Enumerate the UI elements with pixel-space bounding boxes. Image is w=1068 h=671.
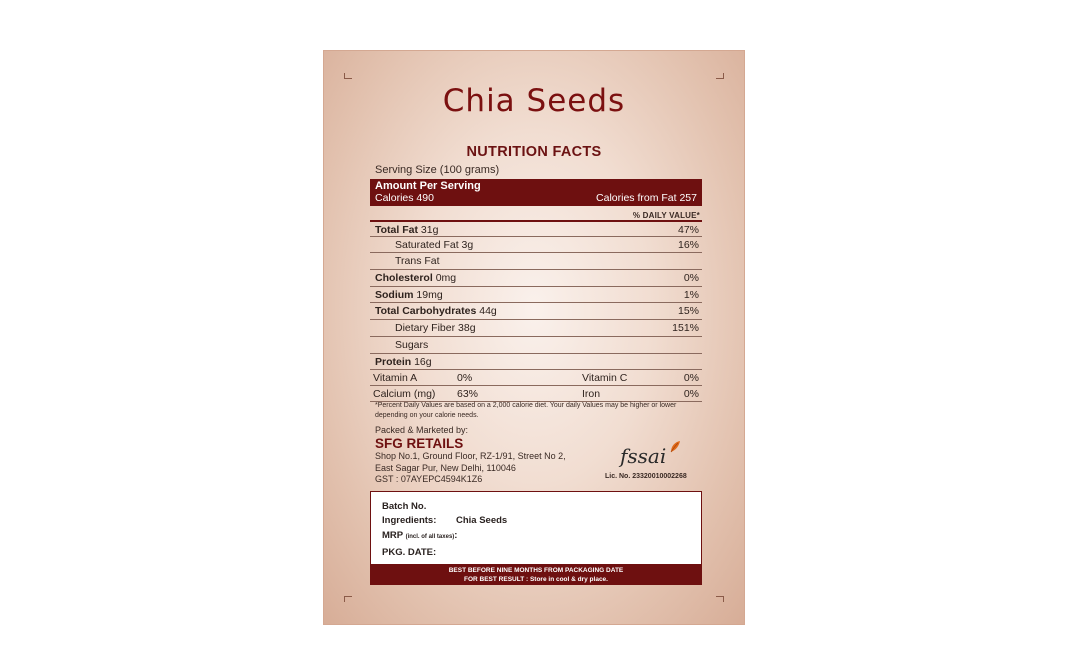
vitamin-name: Vitamin A: [373, 372, 418, 385]
nutrient-name: Total Fat: [375, 224, 418, 236]
nutrient-name: Cholesterol: [375, 272, 433, 285]
vitamin-row: [370, 386, 702, 402]
nutrient-pct: 15%: [677, 305, 699, 318]
nutrient-amount: 0mg: [435, 272, 457, 285]
vitamin-pct: 0%: [683, 388, 699, 401]
amount-per-serving-label: Amount Per Serving: [375, 180, 481, 192]
pkg-date-label: PKG. DATE:: [382, 547, 437, 558]
storage-footer-bar: [370, 565, 702, 585]
gst-number: GST : 07AYEPC4594K1Z6: [375, 474, 483, 484]
vitamin-name: Calcium (mg): [373, 388, 436, 401]
best-result-text: FOR BEST RESULT : Store in cool & dry place.: [464, 576, 608, 583]
packed-by-label: Packed & Marketed by:: [375, 425, 469, 435]
mrp-note: (incl. of all taxes): [405, 534, 455, 540]
ingredients-value: Chia Seeds: [456, 515, 508, 526]
nutrient-row-dietary-fiber: [370, 320, 702, 337]
nutrient-row-total-carbohydrates: [370, 303, 702, 320]
daily-value-header: % DAILY VALUE*: [632, 211, 700, 220]
mrp-label: MRP: [382, 530, 403, 541]
fssai-leaf-icon: [669, 440, 681, 454]
nutrient-pct: 47%: [677, 224, 699, 236]
nutrient-pct: 1%: [683, 288, 699, 301]
nutrition-facts-title: NUTRITION FACTS: [466, 144, 602, 160]
nutrient-pct: 16%: [677, 238, 699, 251]
nutrient-name: Dietary Fiber: [395, 322, 456, 335]
crop-mark: [344, 596, 352, 602]
nutrient-row-saturated-fat: [370, 237, 702, 254]
nutrient-amount: 44g: [479, 305, 497, 318]
batch-info-box: [370, 491, 702, 565]
nutrient-row-cholesterol: [370, 270, 702, 287]
address-line: Shop No.1, Ground Floor, RZ-1/91, Street No 2,: [375, 451, 566, 461]
best-before-text: BEST BEFORE NINE MONTHS FROM PACKAGING DATE: [448, 567, 624, 574]
serving-size: Serving Size (100 grams): [375, 164, 500, 176]
batch-label: Batch No.: [382, 501, 427, 512]
fssai-license: Lic. No. 23320010002268: [605, 473, 687, 480]
vitamin-pct: 0%: [457, 372, 473, 385]
vitamin-pct: 0%: [683, 372, 699, 385]
ingredients-line: [382, 515, 508, 526]
vitamin-name: Vitamin C: [582, 372, 628, 385]
nutrient-row-protein: [370, 354, 702, 371]
nutrient-name: Protein: [375, 355, 412, 368]
nutrient-table: [370, 220, 702, 402]
nutrient-row-sugars: [370, 337, 702, 354]
ingredients-label: Ingredients:: [382, 515, 437, 526]
nutrient-amount: 38g: [458, 322, 476, 335]
mrp-line: [382, 530, 457, 541]
crop-mark: [344, 73, 352, 79]
nutrient-name: Trans Fat: [395, 255, 440, 268]
nutrient-amount: 3g: [461, 238, 474, 251]
nutrient-row-trans-fat: [370, 253, 702, 270]
nutrient-name: Total Carbohydrates: [375, 305, 477, 318]
crop-mark: [716, 596, 724, 602]
nutrient-amount: 31g: [420, 224, 439, 236]
nutrient-amount: 16g: [414, 355, 432, 368]
nutrient-name: Saturated Fat: [395, 238, 459, 251]
calories: Calories 490: [375, 192, 434, 204]
fssai-logo: fssai: [620, 444, 667, 468]
company-name: SFG RETAILS: [375, 436, 464, 451]
nutrient-row-total-fat: [370, 220, 702, 237]
nutrition-label-panel: [323, 50, 745, 625]
daily-value-footnote: *Percent Daily Values are based on a 2,000 calorie diet. Your daily Values may be higher or lower depending on your calorie needs.: [375, 402, 677, 419]
amount-per-serving-bar: [370, 179, 702, 206]
vitamin-pct: 63%: [457, 388, 479, 401]
mrp-colon: :: [454, 530, 458, 541]
vitamin-name: Iron: [582, 388, 601, 401]
nutrient-name: Sodium: [375, 288, 414, 301]
crop-mark: [716, 73, 724, 79]
company-address: [375, 451, 566, 486]
vitamin-row: [370, 370, 702, 386]
product-title: Chia Seeds: [442, 83, 626, 119]
address-line: East Sagar Pur, New Delhi, 110046: [375, 462, 516, 473]
nutrient-pct: 151%: [672, 322, 699, 335]
nutrient-row-sodium: [370, 287, 702, 304]
calories-from-fat: Calories from Fat 257: [596, 192, 697, 204]
nutrient-amount: 19mg: [416, 288, 443, 301]
nutrient-name: Sugars: [395, 338, 429, 351]
nutrient-pct: 0%: [683, 272, 699, 285]
